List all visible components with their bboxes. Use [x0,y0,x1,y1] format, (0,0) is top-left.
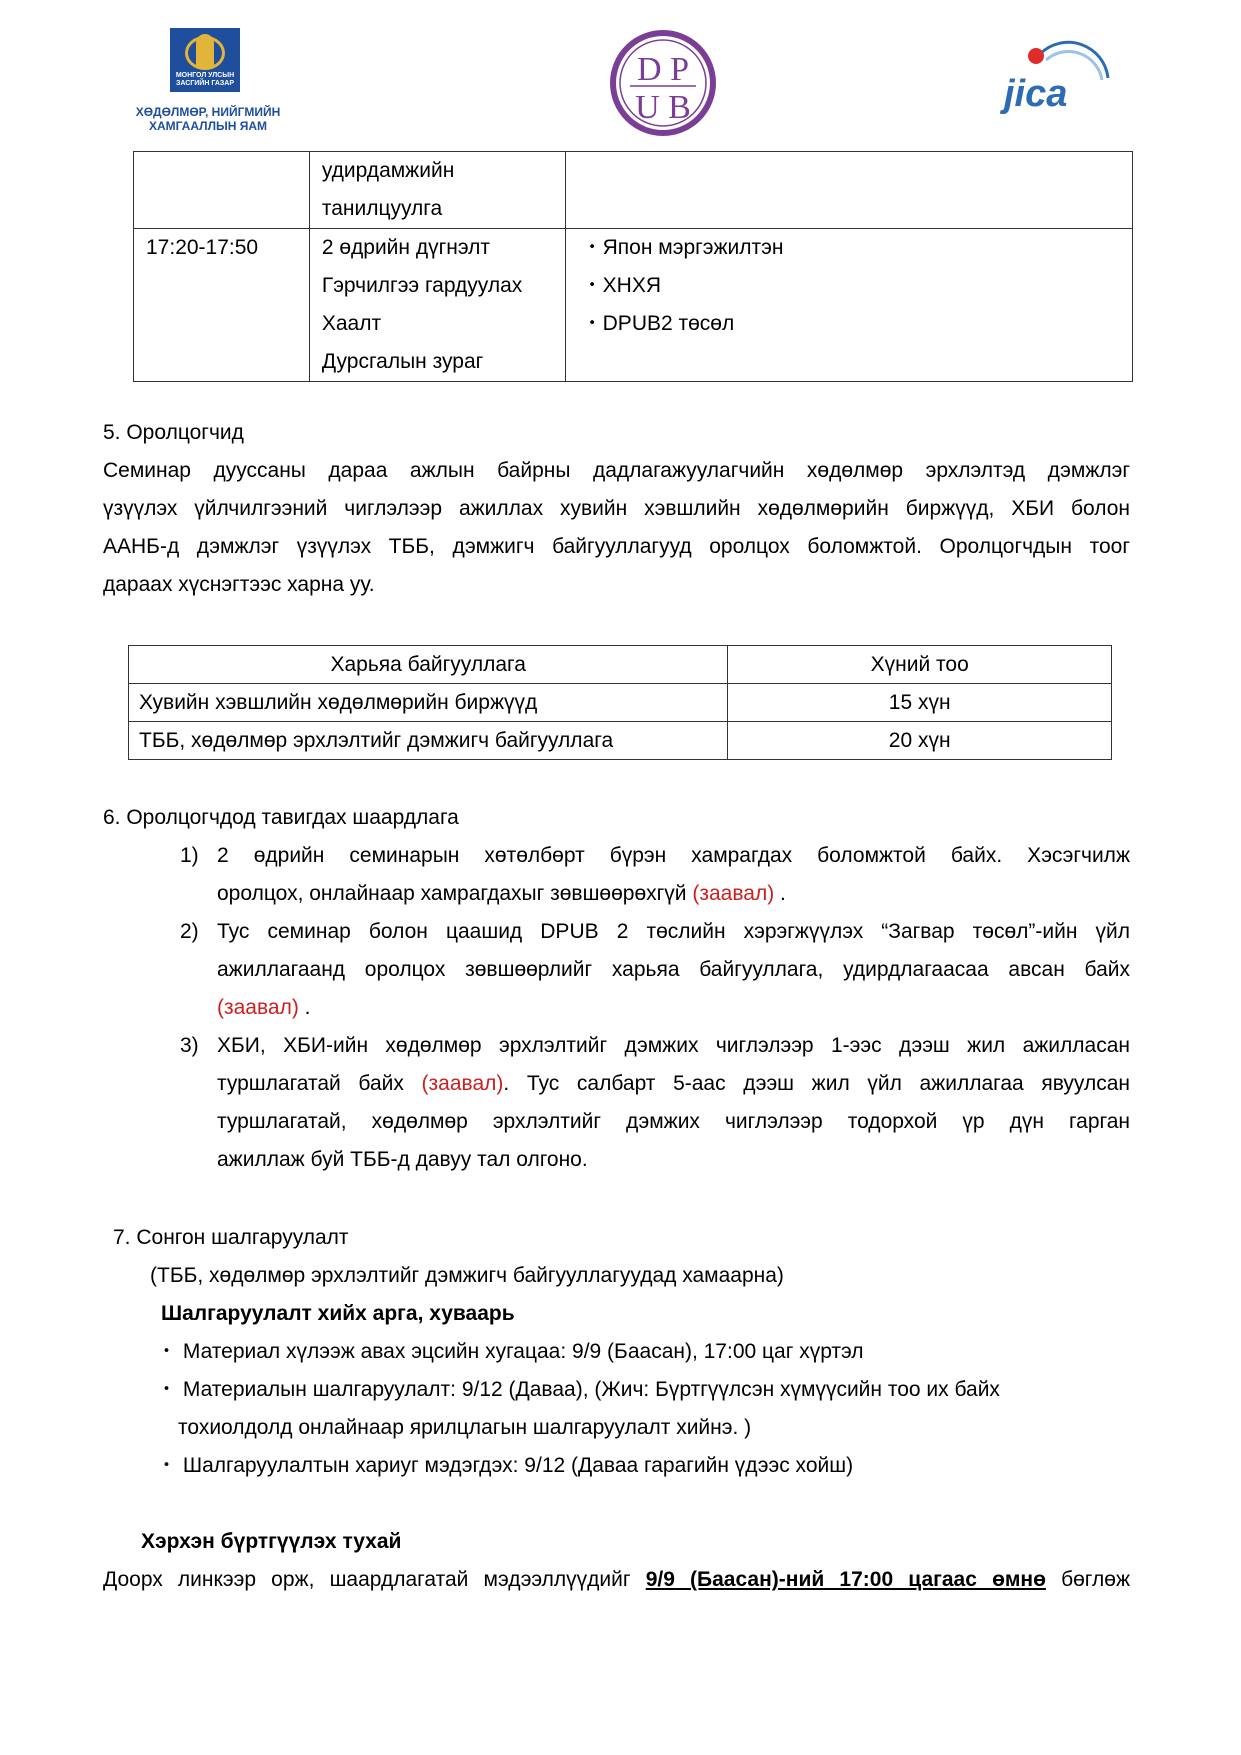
ministry-logo [128,28,288,138]
svg-text:D P: D P [637,51,689,88]
table-row [129,684,1112,722]
required-tag: (заавал) [421,1072,504,1095]
program-cell: 2 өдрийн дүгнэлт Гэрчилгээ гардуулах Хаалт Дурсгалын зураг [309,229,565,382]
required-tag: (заавал) [692,882,775,905]
list-item: ・ Материал хүлээж авах эцсийн хугацаа: 9/9 (Баасан), 17:00 цаг хүртэл [156,1340,864,1363]
list-item: ・ Материалын шалгаруулалт: 9/12 (Даваа), (Жич: Бүртгүүлсэн хүмүүсийн тоо их байх [156,1378,1000,1401]
state-emblem-icon: МОНГОЛ УЛСЫН ЗАСГИЙН ГАЗАР [170,28,240,92]
svg-text:jica: jica [1004,73,1068,115]
column-header: Харьяа байгууллага [129,646,728,684]
schedule-table [133,151,1133,382]
ministry-name: ХӨДӨЛМӨР, НИЙГМИЙН ХАМГААЛЛЫН ЯАМ [135,105,281,133]
list-item-number: 1) [180,844,199,867]
dpub-logo [608,28,718,138]
time-cell: 17:20-17:50 [134,229,310,382]
svg-text:U B: U B [635,89,691,126]
section7-subheading: Шалгаруулалт хийх арга, хуваарь [161,1302,515,1325]
jica-logo [1000,40,1112,116]
requirement-item-3: ХБИ, ХБИ-ийн хөдөлмөр эрхлэлтийг дэмжих чиглэлээр 1-ээс дээш жил ажилласан туршлагатай байх (заавал). Тус салбарт 5-аас дээш жил үйл ажиллагаа явуулсан туршлагатай, хөдөлмөр эрхлэлтийг дэмжих чиглэлээр тодорхой үр дүн гарган ажиллаж буй ТББ-д давуу тал олгоно. [217,1034,1130,1171]
section7-heading: 7. Сонгон шалгаруулалт [113,1226,349,1249]
participants-cell: ・Япон мэргэжилтэн ・ХНХЯ ・DPUB2 төсөл [565,229,1132,382]
section7-note: (ТББ, хөдөлмөр эрхлэлтийг дэмжигч байгууллагуудад хамаарна) [150,1264,784,1287]
table-header-row [129,646,1112,684]
requirement-item-1: 2 өдрийн семинарын хөтөлбөрт бүрэн хамрагдах боломжтой байх. Хэсэгчилж оролцох, онлайнаар хамрагдахыг зөвшөөрөхгүй (заавал) . [217,844,1130,905]
list-item-number: 2) [180,920,199,943]
requirement-item-2: Тус семинар болон цаашид DPUB 2 төслийн хэрэгжүүлэх “Загвар төсөл”-ийн үйл ажиллагаанд оролцох зөвшөөрлийг харьяа байгууллага, удирдлагаасаа авсан байх (заавал) . [217,920,1130,1019]
required-tag: (заавал) [217,996,299,1019]
list-item-number: 3) [180,1034,199,1057]
count-cell: 20 хүн [728,722,1112,760]
organization-cell: Хувийн хэвшлийн хөдөлмөрийн биржүүд [129,684,728,722]
participants-cell [565,152,1132,229]
deadline-text: 9/9 (Баасан)-ний 17:00 цагаас өмнө [645,1568,1046,1591]
registration-heading: Хэрхэн бүртгүүлэх тухай [141,1530,402,1553]
registration-paragraph: Доорх линкээр орж, шаардлагатай мэдээллүүдийг 9/9 (Баасан)-ний 17:00 цагаас өмнө бөглөж [103,1568,1130,1591]
organization-cell: ТББ, хөдөлмөр эрхлэлтийг дэмжигч байгууллага [129,722,728,760]
table-row [134,152,1133,229]
table-row [129,722,1112,760]
section5-paragraph: Семинар дууссаны дараа ажлын байрны дадлагажуулагчийн хөдөлмөр эрхлэлтэд дэмжлэг үзүүлэх үйлчилгээний чиглэлээр ажиллах хувийн хэвшлийн хөдөлмөрийн биржүүд, ХБИ болон ААНБ-д дэмжлэг үзүүлэх ТББ, дэмжигч байгууллагууд оролцох боломжтой. Оролцогчдын тоог дараах хүснэгтээс харна уу. [103,459,1130,596]
table-row [134,229,1133,382]
program-cell: удирдамжийн танилцуулга [309,152,565,229]
list-item-continued: тохиолдолд онлайнаар ярилцлагын шалгаруулалт хийнэ. ) [178,1416,752,1439]
time-cell [134,152,310,229]
section5-heading: 5. Оролцогчид [103,421,244,444]
list-item: ・ Шалгаруулалтын хариуг мэдэгдэх: 9/12 (Даваа гарагийн үдээс хойш) [156,1454,854,1477]
participants-table [128,645,1112,760]
count-cell: 15 хүн [728,684,1112,722]
section6-heading: 6. Оролцогчдод тавигдах шаардлага [103,806,459,829]
column-header: Хүний тоо [728,646,1112,684]
